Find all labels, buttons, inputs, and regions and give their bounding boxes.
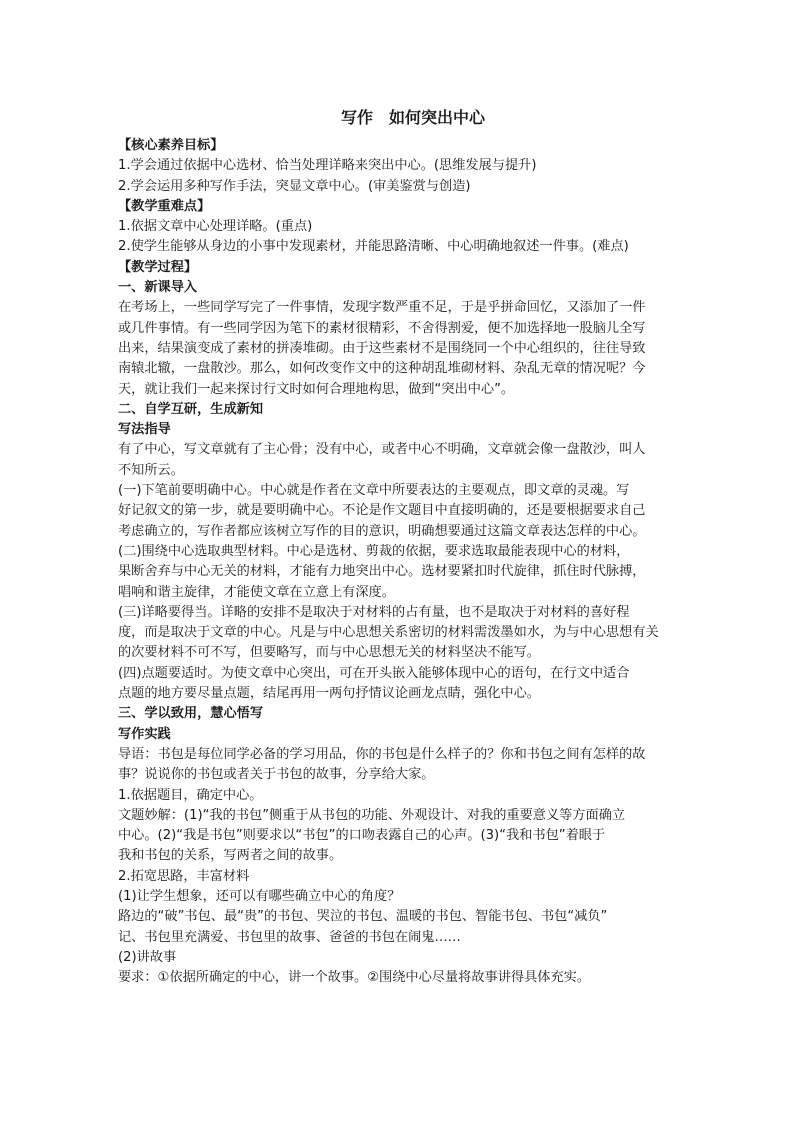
text-line: 1.学会通过依据中心选材、恰当处理详略来突出中心。(思维发展与提升) — [118, 158, 537, 174]
text-line: 不知所云。 — [118, 462, 184, 478]
text-line: 或几件事情。有一些同学因为笔下的素材很精彩，不舍得割爱，便不加选择地一股脑儿全写 — [118, 320, 646, 336]
text-line: 事？说说你的书包或者关于书包的故事，分享给大家。 — [118, 767, 435, 783]
text-line: 文题妙解：(1)“我的书包”侧重于从书包的功能、外观设计、对我的重要意义等方面确立 — [118, 807, 626, 823]
document-body — [118, 136, 680, 988]
text-line: 南辕北辙，一盘散沙。那么，如何改变作文中的这种胡乱堆砌材料、杂乱无章的情况呢？今 — [118, 361, 646, 377]
text-line: 出来，结果演变成了素材的拼凑堆砌。由于这些素材不是围绕同一个中心组织的，往往导致 — [118, 340, 646, 356]
text-line: (1)让学生想象，还可以有哪些确立中心的角度？ — [118, 888, 401, 904]
text-line: 2.学会运用多种写作手法，突显文章中心。(审美鉴赏与创造) — [118, 178, 471, 194]
text-line: 天，就让我们一起来探讨行文时如何合理地构思，做到“突出中心”。 — [118, 381, 515, 397]
section-heading: 写法指导 — [118, 422, 171, 438]
section-heading: 【核心素养目标】 — [118, 138, 224, 153]
text-line: 导语：书包是每位同学必备的学习用品，你的书包是什么样子的？你和书包之间有怎样的故 — [118, 746, 646, 762]
text-line: 好记叙文的第一步，就是要明确中心。不论是作文题目中直接明确的，还是要根据要求自己 — [118, 503, 646, 519]
text-line: 中心。(2)“我是书包”则要求以“书包”的口吻表露自己的心声。(3)“我和书包”着眼于 — [118, 828, 606, 844]
text-line: 1.依据题目，确定中心。 — [118, 787, 263, 803]
section-heading: 【教学过程】 — [118, 259, 198, 275]
text-line: 度，而是取决于文章的中心。凡是与中心思想关系密切的材料需泼墨如水，为与中心思想有关 — [118, 625, 659, 641]
text-line: 要求：①依据所确定的中心，讲一个故事。②围绕中心尽量将故事讲得具体充实。 — [118, 970, 591, 986]
section-heading: 一、新课导入 — [118, 280, 198, 296]
section-heading: 三、学以致用，慧心悟写 — [118, 706, 264, 722]
text-line: (一)下笔前要明确中心。中心就是作者在文章中所要表达的主要观点，即文章的灵魂。写 — [118, 483, 630, 499]
text-line: 有了中心，写文章就有了主心骨；没有中心，或者中心不明确，文章就会像一盘散沙，叫人 — [118, 442, 646, 458]
document-page — [118, 104, 680, 988]
section-heading: 写作实践 — [118, 726, 171, 742]
page-title: 写作 如何突出中心 — [340, 108, 485, 127]
section-heading: 二、自学互研，生成新知 — [118, 401, 264, 417]
text-line: 路边的“破”书包、最“贵”的书包、哭泣的书包、温暖的书包、智能书包、书包“减负” — [118, 909, 608, 925]
text-line: (二)围绕中心选取典型材料。中心是选材、剪裁的依据，要求选取最能表现中心的材料， — [118, 543, 630, 559]
text-line: (四)点题要适时。为使文章中心突出，可在开头嵌入能够体现中心的语句，在行文中适合 — [118, 665, 630, 681]
section-heading: 【教学重难点】 — [118, 198, 211, 214]
text-line: 我和书包的关系，写两者之间的故事。 — [118, 848, 343, 864]
text-line: 2.拓宽思路，丰富材料 — [118, 868, 250, 884]
text-line: 考虑确立的，写作者都应该树立写作的目的意识，明确想要通过这篇文章表达怎样的中心。 — [118, 523, 646, 539]
text-line: (2)讲故事 — [118, 949, 177, 965]
text-line: (三)详略要得当。详略的安排不是取决于对材料的占有量，也不是取决于对材料的喜好程 — [118, 604, 630, 620]
text-line: 点题的地方要尽量点题，结尾再用一两句抒情议论画龙点睛，强化中心。 — [118, 686, 540, 702]
text-line: 记、书包里充满爱、书包里的故事、爸爸的书包在闹鬼…… — [118, 929, 461, 945]
text-line: 唱响和谐主旋律，才能使文章在立意上有深度。 — [118, 584, 395, 600]
text-line: 果断舍弃与中心无关的材料，才能有力地突出中心。选材要紧扣时代旋律，抓住时代脉搏， — [118, 564, 646, 580]
text-line: 2.使学生能够从身边的小事中发现素材，并能思路清晰、中心明确地叙述一件事。(难点) — [118, 239, 629, 255]
text-line: 1.依据文章中心处理详略。(重点) — [118, 219, 313, 235]
text-line: 在考场上，一些同学写完了一件事情，发现字数严重不足，于是乎拼命回忆，又添加了一件 — [118, 300, 646, 316]
text-line: 的次要材料不可不写，但要略写，而与中心思想无关的材料坚决不能写。 — [118, 645, 540, 661]
